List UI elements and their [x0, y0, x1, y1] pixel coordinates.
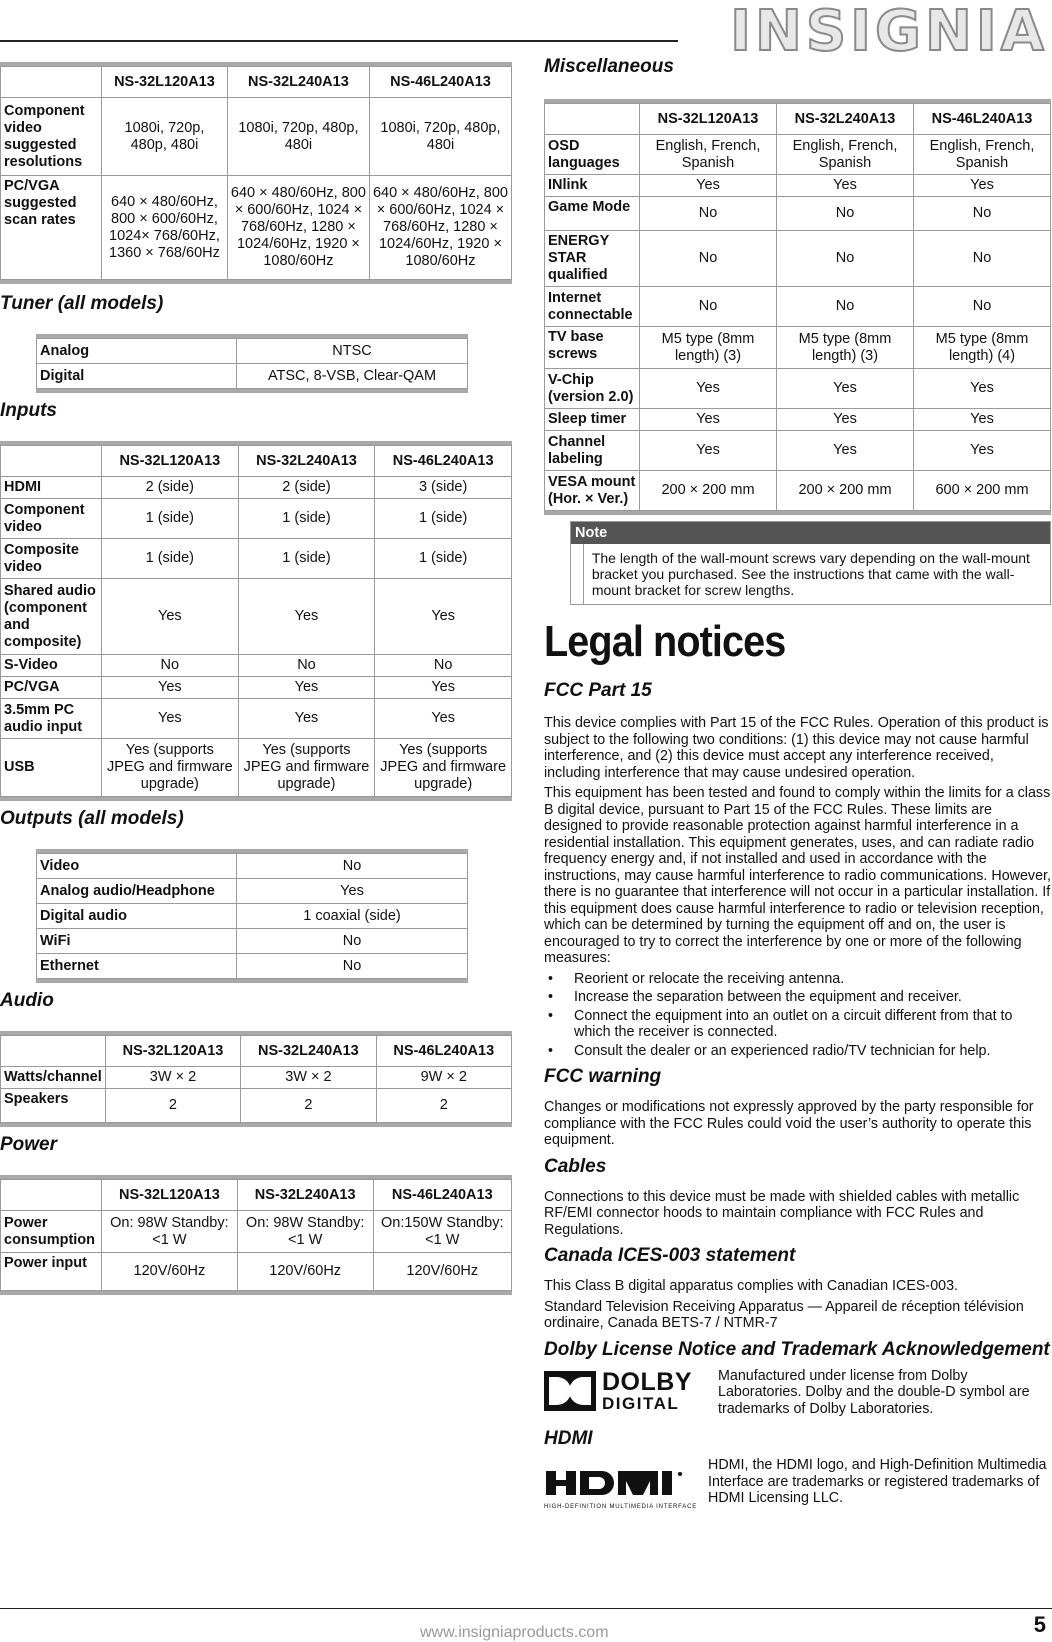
- cell: 120V/60Hz: [102, 1253, 238, 1291]
- row-label: Speakers: [1, 1089, 106, 1123]
- row-label: Ethernet: [37, 954, 237, 979]
- cell: On: 98W Standby: <1 W: [102, 1211, 238, 1253]
- legal-notices-title: Legal notices: [544, 617, 786, 666]
- cell: 2 (side): [238, 477, 375, 499]
- cell: 640 × 480/60Hz, 800 × 600/60Hz, 1024 × 768/60Hz, 1280 × 1024/60Hz, 1920 × 1080/60Hz: [227, 176, 369, 280]
- dolby-text: Manufactured under license from Dolby Laboratories. Dolby and the double-D symbol are trademarks of Dolby Laboratories.: [718, 1367, 1030, 1417]
- model-header: NS-46L240A13: [373, 1180, 511, 1211]
- cell: 1 (side): [102, 499, 239, 539]
- section-heading-power: Power: [0, 1134, 58, 1155]
- cell: 120V/60Hz: [237, 1253, 373, 1291]
- cell: No: [237, 854, 468, 879]
- row-label: PC/VGA suggested scan rates: [1, 176, 102, 280]
- cell: 1 (side): [238, 539, 375, 579]
- cell: Yes: [640, 409, 777, 431]
- cell: No: [237, 929, 468, 954]
- dolby-double-d-icon: [544, 1371, 596, 1411]
- model-header: NS-32L240A13: [238, 446, 375, 477]
- cell: 2 (side): [102, 477, 239, 499]
- outputs-table: [36, 849, 468, 983]
- model-header: NS-46L240A13: [376, 1036, 511, 1067]
- cell: Yes: [237, 879, 468, 904]
- row-label: Composite video: [1, 539, 102, 579]
- header-blank: [1, 446, 102, 477]
- cell: NTSC: [237, 339, 468, 364]
- cell: Yes: [777, 175, 914, 197]
- list-item: • Reorient or relocate the receiving antenna.: [544, 971, 1051, 988]
- cell: Yes: [777, 431, 914, 471]
- model-header: NS-32L240A13: [241, 1036, 376, 1067]
- row-label: VESA mount (Hor. × Ver.): [545, 471, 640, 511]
- dolby-digital-wordmark: DIGITAL: [602, 1393, 680, 1413]
- cell: 120V/60Hz: [373, 1253, 511, 1291]
- cell: Yes: [914, 409, 1051, 431]
- row-label: Analog audio/Headphone: [37, 879, 237, 904]
- header-blank: [1, 1180, 102, 1211]
- note-text: The length of the wall-mount screws vary depending on the wall-mount bracket you purchased. See the instructions that came with the wall-mount bracket for screw lengths.: [591, 550, 1030, 598]
- cell: Yes: [914, 175, 1051, 197]
- cell: 640 × 480/60Hz, 800 × 600/60Hz, 1024 × 768/60Hz, 1280 × 1024/60Hz, 1920 × 1080/60Hz: [369, 176, 511, 280]
- cell: 2: [376, 1089, 511, 1123]
- model-header: NS-32L120A13: [102, 67, 228, 98]
- cell: Yes (supports JPEG and firmware upgrade): [238, 739, 375, 797]
- cell: Yes: [375, 699, 512, 739]
- list-item: • Consult the dealer or an experienced radio/TV technician for help.: [544, 1043, 1051, 1060]
- model-header: NS-32L120A13: [102, 446, 239, 477]
- row-label: OSD languages: [545, 135, 640, 175]
- row-label: Watts/channel: [1, 1067, 106, 1089]
- list-item: • Connect the equipment into an outlet on a circuit different from that to which the receiver is connected.: [544, 1008, 1051, 1041]
- cell: No: [640, 287, 777, 327]
- cell: Yes (supports JPEG and firmware upgrade): [102, 739, 239, 797]
- inputs-table: [0, 441, 512, 801]
- cell: Yes: [777, 409, 914, 431]
- cell: 9W × 2: [376, 1067, 511, 1089]
- section-heading-outputs: Outputs (all models): [0, 808, 184, 829]
- model-header: NS-46L240A13: [914, 104, 1051, 135]
- video-table: [0, 62, 512, 284]
- cell: English, French, Spanish: [777, 135, 914, 175]
- hdmi-row: [544, 1457, 1051, 1511]
- cell: Yes: [375, 677, 512, 699]
- model-header: NS-32L120A13: [640, 104, 777, 135]
- row-label: Power consumption: [1, 1211, 102, 1253]
- cell: Yes: [375, 579, 512, 655]
- row-label: Power input: [1, 1253, 102, 1291]
- right-column: [544, 55, 1051, 1511]
- model-header: NS-32L240A13: [237, 1180, 373, 1211]
- note-box: [570, 521, 1051, 605]
- cell: Yes: [238, 579, 375, 655]
- cell: 200 × 200 mm: [640, 471, 777, 511]
- row-label: Game Mode: [545, 197, 640, 231]
- hdmi-logo: [544, 1469, 708, 1510]
- cables-text: Connections to this device must be made with shielded cables with metallic RF/EMI connector hoods to maintain compliance with FCC Rules and Regulations.: [544, 1188, 1020, 1238]
- fcc-part15-p1: This device complies with Part 15 of the FCC Rules. Operation of this product is subject to the following two conditions: (1) this device may not cause harmful interference, and (2) this device must accept any interference received, including interference that may cause undesired operation.: [544, 715, 1049, 781]
- row-label: HDMI: [1, 477, 102, 499]
- row-label: Internet connectable: [545, 287, 640, 327]
- cell: Yes (supports JPEG and firmware upgrade): [375, 739, 512, 797]
- hdmi-logo-icon: [544, 1469, 692, 1497]
- cell: 1 (side): [375, 499, 512, 539]
- cell: Yes: [102, 579, 239, 655]
- fcc-part15-heading: FCC Part 15: [544, 680, 652, 701]
- header-blank: [545, 104, 640, 135]
- cell: 600 × 200 mm: [914, 471, 1051, 511]
- model-header: NS-46L240A13: [375, 446, 512, 477]
- cables-heading: Cables: [544, 1155, 607, 1177]
- row-label: Component video suggested resolutions: [1, 98, 102, 176]
- cell: No: [640, 197, 777, 231]
- cell: M5 type (8mm length) (4): [914, 327, 1051, 369]
- cell: Yes: [640, 369, 777, 409]
- row-label: TV base screws: [545, 327, 640, 369]
- row-label: USB: [1, 739, 102, 797]
- row-label: 3.5mm PC audio input: [1, 699, 102, 739]
- row-label: PC/VGA: [1, 677, 102, 699]
- dolby-logo: [544, 1368, 714, 1414]
- section-heading-misc: Miscellaneous: [544, 56, 674, 77]
- cell: 1080i, 720p, 480p, 480i: [369, 98, 511, 176]
- cell: No: [777, 287, 914, 327]
- hdmi-text: HDMI, the HDMI logo, and High-Definition Multimedia Interface are trademarks or registered trademarks of HDMI Licensing LLC.: [708, 1457, 1047, 1506]
- cell: Yes: [238, 699, 375, 739]
- fcc-warning-heading: FCC warning: [544, 1066, 662, 1087]
- cell: No: [102, 655, 239, 677]
- misc-table: [544, 99, 1051, 515]
- cell: 200 × 200 mm: [777, 471, 914, 511]
- row-label: Channel labeling: [545, 431, 640, 471]
- cell: Yes: [914, 431, 1051, 471]
- cell: No: [777, 197, 914, 231]
- canada-heading: Canada ICES-003 statement: [544, 1245, 796, 1266]
- dolby-heading: Dolby License Notice and Trademark Acknowledgement: [544, 1338, 1050, 1360]
- header-blank: [1, 1036, 106, 1067]
- cell: No: [914, 287, 1051, 327]
- dolby-wordmark: DOLBY: [602, 1367, 692, 1396]
- canada-text-1: This Class B digital apparatus complies with Canadian ICES-003.: [544, 1278, 959, 1294]
- cell: ATSC, 8-VSB, Clear-QAM: [237, 364, 468, 389]
- row-label: WiFi: [37, 929, 237, 954]
- header-rule: [0, 40, 678, 42]
- cell: M5 type (8mm length) (3): [640, 327, 777, 369]
- cell: 640 × 480/60Hz, 800 × 600/60Hz, 1024× 768/60Hz, 1360 × 768/60Hz: [102, 176, 228, 280]
- cell: 1080i, 720p, 480p, 480i: [227, 98, 369, 176]
- list-item: • Increase the separation between the equipment and receiver.: [544, 989, 1051, 1006]
- header-blank: [1, 67, 102, 98]
- model-header: NS-32L120A13: [105, 1036, 240, 1067]
- row-label: V-Chip (version 2.0): [545, 369, 640, 409]
- row-label: ENERGY STAR qualified: [545, 231, 640, 287]
- cell: 2: [241, 1089, 376, 1123]
- footer-rule: [0, 1608, 1052, 1609]
- cell: 3 (side): [375, 477, 512, 499]
- cell: No: [914, 197, 1051, 231]
- tuner-table: [36, 334, 468, 393]
- fcc-warning-text: Changes or modifications not expressly approved by the party responsible for compliance with the FCC Rules could void the user’s authority to operate this equipment.: [544, 1099, 1034, 1148]
- section-heading-inputs: Inputs: [0, 400, 57, 421]
- row-label: Video: [37, 854, 237, 879]
- row-label: Analog: [37, 339, 237, 364]
- cell: On:150W Standby: <1 W: [373, 1211, 511, 1253]
- hdmi-heading: HDMI: [544, 1428, 593, 1449]
- section-heading-audio: Audio: [0, 990, 54, 1011]
- cell: No: [914, 231, 1051, 287]
- cell: English, French, Spanish: [914, 135, 1051, 175]
- cell: 3W × 2: [105, 1067, 240, 1089]
- cell: 3W × 2: [241, 1067, 376, 1089]
- row-label: INlink: [545, 175, 640, 197]
- row-label: S-Video: [1, 655, 102, 677]
- cell: 1 coaxial (side): [237, 904, 468, 929]
- audio-table: [0, 1031, 512, 1127]
- cell: Yes: [102, 699, 239, 739]
- row-label: Sleep timer: [545, 409, 640, 431]
- canada-text-2: Standard Television Receiving Apparatus — Appareil de réception télévision ordinaire, Canada BETS-7 / NTMR-7: [544, 1298, 1024, 1331]
- power-table: [0, 1175, 512, 1295]
- cell: 1080i, 720p, 480p, 480i: [102, 98, 228, 176]
- hdmi-logo-subtitle: HIGH-DEFINITION MULTIMEDIA INTERFACE: [544, 1504, 698, 1510]
- cell: No: [375, 655, 512, 677]
- model-header: NS-46L240A13: [369, 67, 511, 98]
- cell: On: 98W Standby: <1 W: [237, 1211, 373, 1253]
- cell: No: [777, 231, 914, 287]
- cell: Yes: [640, 431, 777, 471]
- section-heading-tuner: Tuner (all models): [0, 293, 164, 314]
- model-header: NS-32L240A13: [227, 67, 369, 98]
- cell: No: [237, 954, 468, 979]
- cell: 1 (side): [102, 539, 239, 579]
- row-label: Shared audio (component and composite): [1, 579, 102, 655]
- cell: 2: [105, 1089, 240, 1123]
- fcc-measures-list: [544, 971, 1051, 1060]
- cell: Yes: [640, 175, 777, 197]
- dolby-row: [544, 1368, 1051, 1422]
- fcc-part15-p2: This equipment has been tested and found to comply within the limits for a class B digital device, pursuant to Part 15 of the FCC Rules. These limits are designed to provide reasonable protection against harmful interference in a residential installation. This equipment generates, uses, and can radiate radio frequency energy and, if not installed and used in accordance with the instructions, may cause harmful interference to radio communications. However, there is no guarantee that interference will not occur in a particular installation. If this equipment does cause harmful interference to radio or television reception, which can be determined by turning the equipment off and on, the user is encouraged to try to correct the interference by one or more of the following measures:: [544, 785, 1051, 966]
- cell: 1 (side): [238, 499, 375, 539]
- row-label: Digital: [37, 364, 237, 389]
- cell: Yes: [102, 677, 239, 699]
- cell: Yes: [238, 677, 375, 699]
- model-header: NS-32L120A13: [102, 1180, 238, 1211]
- cell: English, French, Spanish: [640, 135, 777, 175]
- cell: Yes: [914, 369, 1051, 409]
- cell: 1 (side): [375, 539, 512, 579]
- cell: M5 type (8mm length) (3): [777, 327, 914, 369]
- model-header: NS-32L240A13: [777, 104, 914, 135]
- brand-logo: INSIGNIA: [730, 0, 1048, 64]
- footer-url[interactable]: www.insigniaproducts.com: [420, 1624, 609, 1641]
- cell: No: [238, 655, 375, 677]
- row-label: Digital audio: [37, 904, 237, 929]
- note-heading: Note: [571, 522, 1050, 544]
- cell: Yes: [777, 369, 914, 409]
- left-column: [0, 62, 512, 1295]
- row-label: Component video: [1, 499, 102, 539]
- page-number: 5: [1033, 1612, 1046, 1637]
- cell: No: [640, 231, 777, 287]
